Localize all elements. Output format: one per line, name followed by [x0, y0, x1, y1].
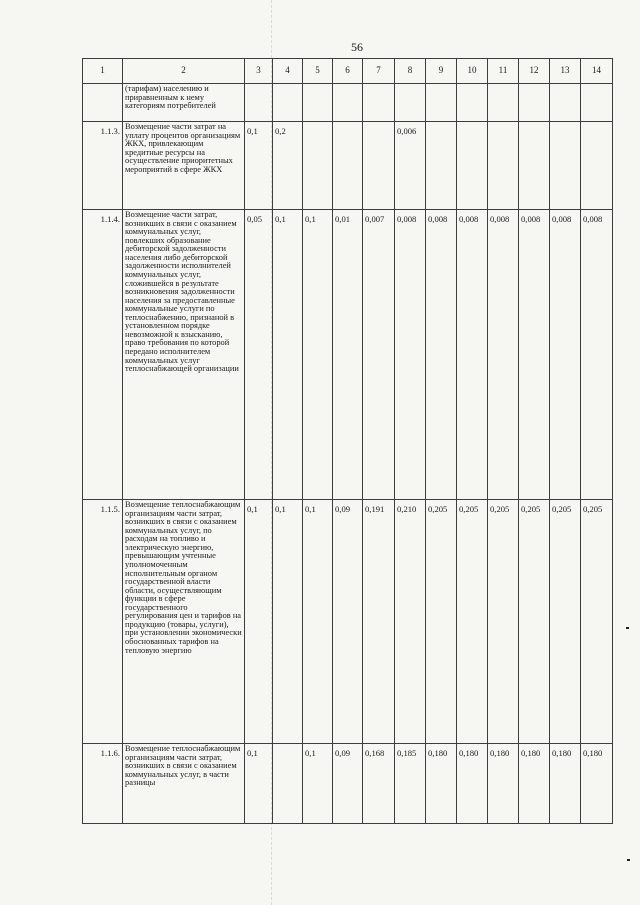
- value-cell: 0,205: [519, 500, 550, 744]
- value-cell: [426, 84, 457, 122]
- value-cell: [273, 744, 303, 824]
- value-cell: 0,008: [488, 210, 519, 500]
- value-cell: [273, 84, 303, 122]
- value-cell: [333, 84, 363, 122]
- value-cell: [363, 122, 395, 210]
- value-cell: 0,008: [550, 210, 581, 500]
- table-header-cell: 1: [83, 59, 123, 84]
- value-cell: 0,007: [363, 210, 395, 500]
- value-cell: 0,1: [245, 500, 273, 744]
- value-cell: 0,09: [333, 500, 363, 744]
- row-code: 1.1.3.: [83, 122, 123, 210]
- value-cell: [581, 122, 613, 210]
- row-description: Возмещение части затрат на уплату процентов организациям ЖКХ, привлекающим кредитные ресурсы на осуществление приоритетных мероприятий в сфере ЖКХ: [123, 122, 245, 210]
- value-cell: 0,09: [333, 744, 363, 824]
- table-row: [83, 210, 613, 500]
- value-cell: 0,1: [303, 744, 333, 824]
- value-cell: 0,006: [395, 122, 426, 210]
- value-cell: 0,1: [273, 500, 303, 744]
- value-cell: [457, 122, 488, 210]
- scan-speck: [626, 627, 629, 629]
- value-cell: 0,180: [581, 744, 613, 824]
- row-description: (тарифам) населению и приравненным к нему категориям потребителей: [123, 84, 245, 122]
- row-description: Возмещение теплоснабжающим организациям части затрат, возникших в связи с оказанием коммунальных услуг, в части разницы: [123, 744, 245, 824]
- value-cell: 0,180: [426, 744, 457, 824]
- value-cell: [245, 84, 273, 122]
- table-row: [83, 84, 613, 122]
- table-header-cell: 8: [395, 59, 426, 84]
- value-cell: 0,205: [550, 500, 581, 744]
- table-header-cell: 5: [303, 59, 333, 84]
- value-cell: [519, 122, 550, 210]
- table-header-cell: 7: [363, 59, 395, 84]
- row-description: Возмещение части затрат, возникших в связи с оказанием коммунальных услуг, повлекших образование дебиторской задолженности населения либо дебиторской задолженности исполнителей коммунальных услуг, сложившейся в результате возникновения задолженности населения за предоставленные коммунальные услуги по теплоснабжению, признаной в установленном порядке невозможной к взысканию, право требования по которой передано исполнителем коммунальных услуг теплоснабжающей организации: [123, 210, 245, 500]
- value-cell: [457, 84, 488, 122]
- value-cell: 0,191: [363, 500, 395, 744]
- value-cell: 0,008: [426, 210, 457, 500]
- value-cell: [581, 84, 613, 122]
- value-cell: [303, 122, 333, 210]
- value-cell: [550, 122, 581, 210]
- value-cell: 0,008: [519, 210, 550, 500]
- value-cell: 0,1: [273, 210, 303, 500]
- page-number: 56: [351, 40, 363, 54]
- value-cell: 0,008: [457, 210, 488, 500]
- table-header-cell: 6: [333, 59, 363, 84]
- value-cell: 0,2: [273, 122, 303, 210]
- table-row: [83, 122, 613, 210]
- value-cell: 0,01: [333, 210, 363, 500]
- value-cell: [488, 122, 519, 210]
- value-cell: 0,1: [245, 122, 273, 210]
- row-code: 1.1.6.: [83, 744, 123, 824]
- table-header-cell: 9: [426, 59, 457, 84]
- value-cell: 0,1: [303, 500, 333, 744]
- row-code: 1.1.5.: [83, 500, 123, 744]
- value-cell: 0,180: [488, 744, 519, 824]
- value-cell: 0,168: [363, 744, 395, 824]
- value-cell: 0,205: [457, 500, 488, 744]
- table-header-cell: 11: [488, 59, 519, 84]
- value-cell: [333, 122, 363, 210]
- table-header-cell: 3: [245, 59, 273, 84]
- value-cell: 0,1: [245, 744, 273, 824]
- value-cell: [550, 84, 581, 122]
- value-cell: 0,180: [519, 744, 550, 824]
- value-cell: [488, 84, 519, 122]
- value-cell: 0,1: [303, 210, 333, 500]
- row-code: [83, 84, 123, 122]
- value-cell: 0,205: [581, 500, 613, 744]
- value-cell: 0,008: [581, 210, 613, 500]
- value-cell: 0,205: [488, 500, 519, 744]
- row-code: 1.1.4.: [83, 210, 123, 500]
- row-description: Возмещение теплоснабжающим организациям части затрат, возникших в связи с оказанием коммунальных услуг, по расходам на топливо и электрическую энергию, превышающим учтенные уполномоченным исполнительным органом государственной власти области, осуществляющим функции в сфере государственного регулирования цен и тарифов на продукцию (товары, услуги), при установлении экономически обоснованных тарифов на тепловую энергию: [123, 500, 245, 744]
- value-cell: 0,05: [245, 210, 273, 500]
- value-cell: 0,008: [395, 210, 426, 500]
- scan-speck: [627, 859, 630, 861]
- value-cell: [363, 84, 395, 122]
- table-header-cell: 14: [581, 59, 613, 84]
- value-cell: [303, 84, 333, 122]
- value-cell: 0,180: [457, 744, 488, 824]
- table-header-cell: 2: [123, 59, 245, 84]
- table-header-cell: 12: [519, 59, 550, 84]
- value-cell: 0,210: [395, 500, 426, 744]
- table-row: [83, 744, 613, 824]
- table-header-cell: 13: [550, 59, 581, 84]
- value-cell: 0,180: [550, 744, 581, 824]
- value-cell: [426, 122, 457, 210]
- table-header-cell: 4: [273, 59, 303, 84]
- table-header-cell: 10: [457, 59, 488, 84]
- value-cell: 0,205: [426, 500, 457, 744]
- value-cell: [519, 84, 550, 122]
- data-table: [82, 58, 613, 824]
- table-row: [83, 500, 613, 744]
- value-cell: 0,185: [395, 744, 426, 824]
- value-cell: [395, 84, 426, 122]
- table-header-row: [83, 59, 613, 84]
